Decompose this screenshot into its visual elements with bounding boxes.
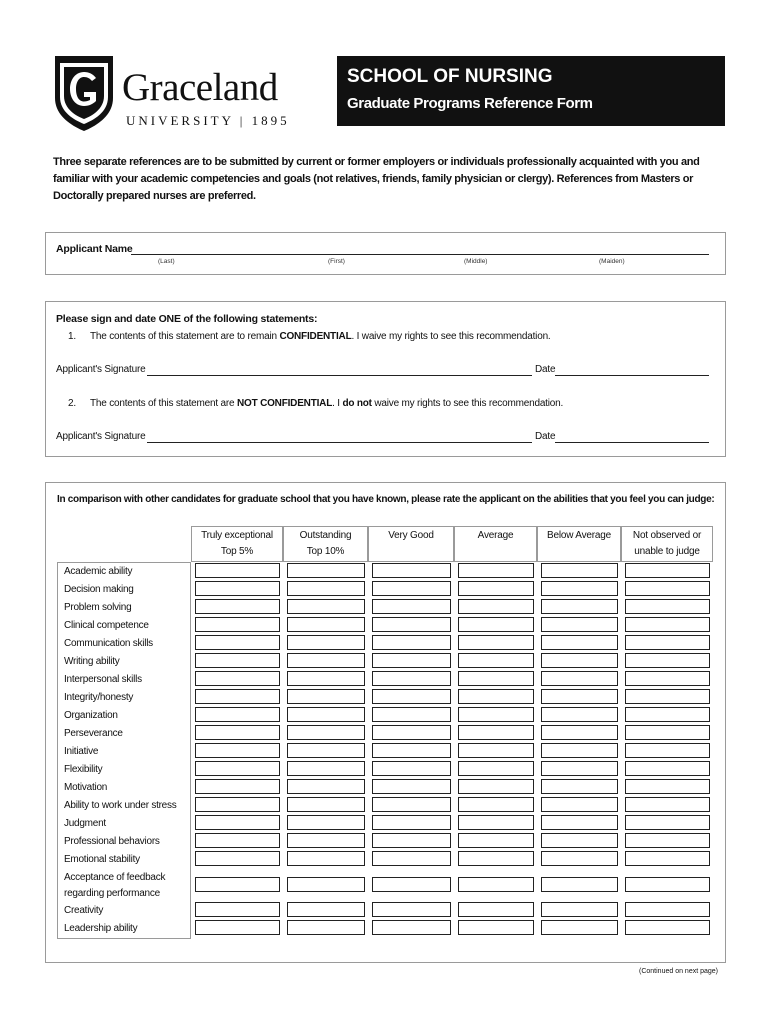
rating-checkbox-truly-exceptional[interactable] xyxy=(195,815,280,830)
column-header-line2: Top 5% xyxy=(220,546,254,557)
rating-checkbox-truly-exceptional[interactable] xyxy=(195,689,280,704)
applicant-name-label: Applicant Name xyxy=(56,243,133,255)
rating-checkbox-outstanding[interactable] xyxy=(287,563,365,578)
rating-checkbox-very-good[interactable] xyxy=(372,779,451,794)
rating-checkbox-very-good[interactable] xyxy=(372,635,451,650)
rating-checkbox-not-observed[interactable] xyxy=(625,797,710,812)
rating-checkbox-outstanding[interactable] xyxy=(287,599,365,614)
row-label xyxy=(64,744,98,760)
row-label-line1: Perseverance xyxy=(64,728,123,739)
row-label-line1: Decision making xyxy=(64,584,134,595)
signature-2-line[interactable] xyxy=(147,442,532,443)
rating-checkbox-below-average[interactable] xyxy=(541,797,618,812)
row-label-line1: Motivation xyxy=(64,782,108,793)
rating-checkbox-truly-exceptional[interactable] xyxy=(195,761,280,776)
rating-checkbox-average[interactable] xyxy=(458,877,534,892)
column-header-line2: unable to judge xyxy=(634,546,700,557)
row-label xyxy=(64,903,103,919)
rating-checkbox-very-good[interactable] xyxy=(372,581,451,596)
rating-checkbox-outstanding[interactable] xyxy=(287,902,365,917)
name-part-middle: (Middle) xyxy=(464,258,488,265)
rating-checkbox-very-good[interactable] xyxy=(372,653,451,668)
rating-checkbox-below-average[interactable] xyxy=(541,902,618,917)
rating-checkbox-average[interactable] xyxy=(458,725,534,740)
rating-checkbox-outstanding[interactable] xyxy=(287,833,365,848)
signature-1-line[interactable] xyxy=(147,375,532,376)
intro-paragraph: Three separate references are to be submitted by current or former employers or individuals professionally acquainted with you and familiar with your academic competencies and goals (not relatives, friends, family physician or clergy). References from Masters or Doctorally prepared nurses are preferred. xyxy=(53,156,700,202)
rating-checkbox-not-observed[interactable] xyxy=(625,743,710,758)
row-label-line1: Leadership ability xyxy=(64,923,138,934)
rating-checkbox-outstanding[interactable] xyxy=(287,761,365,776)
rating-checkbox-very-good[interactable] xyxy=(372,689,451,704)
rating-checkbox-truly-exceptional[interactable] xyxy=(195,635,280,650)
continued-note: (Continued on next page) xyxy=(639,968,718,975)
column-header-average xyxy=(454,526,537,562)
row-label xyxy=(64,798,177,814)
name-part-first: (First) xyxy=(328,258,345,265)
rating-checkbox-outstanding[interactable] xyxy=(287,653,365,668)
row-label-line1: Acceptance of feedback xyxy=(64,872,166,883)
column-header-not-observed xyxy=(621,526,713,562)
row-label xyxy=(64,762,102,778)
applicant-name-line[interactable] xyxy=(131,254,709,255)
rating-checkbox-very-good[interactable] xyxy=(372,725,451,740)
rating-checkbox-below-average[interactable] xyxy=(541,743,618,758)
rating-checkbox-average[interactable] xyxy=(458,581,534,596)
rating-checkbox-very-good[interactable] xyxy=(372,920,451,935)
rating-checkbox-below-average[interactable] xyxy=(541,635,618,650)
rating-checkbox-not-observed[interactable] xyxy=(625,707,710,722)
row-label xyxy=(64,834,160,850)
rating-checkbox-not-observed[interactable] xyxy=(625,581,710,596)
rating-checkbox-not-observed[interactable] xyxy=(625,877,710,892)
rating-checkbox-average[interactable] xyxy=(458,563,534,578)
rating-checkbox-very-good[interactable] xyxy=(372,833,451,848)
rating-checkbox-outstanding[interactable] xyxy=(287,707,365,722)
row-label-line1: Creativity xyxy=(64,905,104,916)
rating-checkbox-not-observed[interactable] xyxy=(625,779,710,794)
row-label xyxy=(64,564,132,580)
page-title: SCHOOL OF NURSING xyxy=(347,66,553,87)
rating-checkbox-below-average[interactable] xyxy=(541,653,618,668)
rating-checkbox-outstanding[interactable] xyxy=(287,797,365,812)
column-header-truly-exceptional xyxy=(191,526,283,562)
rating-checkbox-very-good[interactable] xyxy=(372,851,451,866)
rating-checkbox-below-average[interactable] xyxy=(541,707,618,722)
column-header-below-average xyxy=(537,526,621,562)
rating-checkbox-truly-exceptional[interactable] xyxy=(195,725,280,740)
rating-checkbox-average[interactable] xyxy=(458,617,534,632)
rating-checkbox-outstanding[interactable] xyxy=(287,920,365,935)
row-label-line1: Clinical competence xyxy=(64,620,149,631)
rating-checkbox-very-good[interactable] xyxy=(372,671,451,686)
rating-checkbox-truly-exceptional[interactable] xyxy=(195,653,280,668)
column-header-line1: Very Good xyxy=(388,530,434,541)
statement-1-text: The contents of this statement are to remain CONFIDENTIAL. I waive my rights to see this recommendation. xyxy=(90,331,551,342)
rating-checkbox-not-observed[interactable] xyxy=(625,599,710,614)
rating-checkbox-truly-exceptional[interactable] xyxy=(195,599,280,614)
rating-checkbox-truly-exceptional[interactable] xyxy=(195,902,280,917)
rating-checkbox-below-average[interactable] xyxy=(541,599,618,614)
rating-checkbox-truly-exceptional[interactable] xyxy=(195,707,280,722)
row-label xyxy=(64,636,153,652)
name-part-last: (Last) xyxy=(158,258,175,265)
row-label xyxy=(64,672,142,688)
rating-checkbox-truly-exceptional[interactable] xyxy=(195,851,280,866)
page-subtitle: Graduate Programs Reference Form xyxy=(347,95,593,112)
date-2-label: Date xyxy=(535,431,556,442)
rating-checkbox-truly-exceptional[interactable] xyxy=(195,877,280,892)
row-label-line1: Judgment xyxy=(64,818,106,829)
row-label xyxy=(64,708,118,724)
rating-checkbox-not-observed[interactable] xyxy=(625,671,710,686)
rating-checkbox-below-average[interactable] xyxy=(541,815,618,830)
rating-checkbox-truly-exceptional[interactable] xyxy=(195,581,280,596)
row-label xyxy=(64,654,120,670)
rating-checkbox-very-good[interactable] xyxy=(372,599,451,614)
rating-checkbox-average[interactable] xyxy=(458,851,534,866)
row-label-line1: Writing ability xyxy=(64,656,120,667)
rating-checkbox-not-observed[interactable] xyxy=(625,761,710,776)
row-label-line1: Communication skills xyxy=(64,638,153,649)
rating-checkbox-outstanding[interactable] xyxy=(287,581,365,596)
brand-subtitle: UNIVERSITY | 1895 xyxy=(126,113,290,128)
rating-checkbox-not-observed[interactable] xyxy=(625,689,710,704)
rating-checkbox-not-observed[interactable] xyxy=(625,920,710,935)
row-label-line1: Initiative xyxy=(64,746,99,757)
rating-checkbox-truly-exceptional[interactable] xyxy=(195,920,280,935)
rating-checkbox-not-observed[interactable] xyxy=(625,902,710,917)
column-header-line1: Not observed or xyxy=(632,530,702,541)
rating-checkbox-outstanding[interactable] xyxy=(287,725,365,740)
rating-checkbox-not-observed[interactable] xyxy=(625,635,710,650)
rating-checkbox-below-average[interactable] xyxy=(541,671,618,686)
row-label-line1: Flexibility xyxy=(64,764,103,775)
rating-checkbox-average[interactable] xyxy=(458,902,534,917)
rating-checkbox-outstanding[interactable] xyxy=(287,779,365,794)
rating-checkbox-outstanding[interactable] xyxy=(287,671,365,686)
header-banner xyxy=(337,56,725,126)
row-label xyxy=(64,816,106,832)
rating-checkbox-below-average[interactable] xyxy=(541,833,618,848)
rating-checkbox-very-good[interactable] xyxy=(372,797,451,812)
rating-prompt: In comparison with other candidates for graduate school that you have known, please rate the applicant on the abilities that you feel you can judge: xyxy=(57,494,715,505)
row-label xyxy=(64,870,165,902)
row-label xyxy=(64,780,107,796)
rating-checkbox-average[interactable] xyxy=(458,815,534,830)
name-part-maiden: (Maiden) xyxy=(599,258,625,265)
rating-checkbox-average[interactable] xyxy=(458,707,534,722)
rating-checkbox-below-average[interactable] xyxy=(541,779,618,794)
rating-checkbox-average[interactable] xyxy=(458,671,534,686)
row-label xyxy=(64,726,123,742)
rating-checkbox-below-average[interactable] xyxy=(541,563,618,578)
row-label xyxy=(64,618,149,634)
rating-checkbox-outstanding[interactable] xyxy=(287,617,365,632)
rating-checkbox-outstanding[interactable] xyxy=(287,851,365,866)
shield-icon xyxy=(52,54,116,132)
rating-checkbox-outstanding[interactable] xyxy=(287,743,365,758)
rating-checkbox-outstanding[interactable] xyxy=(287,689,365,704)
column-header-line1: Below Average xyxy=(547,530,611,541)
rating-checkbox-truly-exceptional[interactable] xyxy=(195,797,280,812)
rating-checkbox-outstanding[interactable] xyxy=(287,815,365,830)
row-label xyxy=(64,582,134,598)
signature-1-label: Applicant's Signature xyxy=(56,364,146,375)
brand-name: Graceland xyxy=(122,66,278,109)
date-1-line[interactable] xyxy=(555,375,709,376)
row-label-line1: Professional behaviors xyxy=(64,836,160,847)
rating-checkbox-not-observed[interactable] xyxy=(625,617,710,632)
row-label-line2: regarding performance xyxy=(64,888,160,899)
rating-checkbox-truly-exceptional[interactable] xyxy=(195,617,280,632)
rating-checkbox-below-average[interactable] xyxy=(541,581,618,596)
rating-checkbox-not-observed[interactable] xyxy=(625,851,710,866)
rating-checkbox-average[interactable] xyxy=(458,689,534,704)
rating-checkbox-truly-exceptional[interactable] xyxy=(195,833,280,848)
rating-checkbox-average[interactable] xyxy=(458,653,534,668)
rating-checkbox-average[interactable] xyxy=(458,920,534,935)
rating-checkbox-below-average[interactable] xyxy=(541,689,618,704)
rating-checkbox-very-good[interactable] xyxy=(372,877,451,892)
rating-checkbox-below-average[interactable] xyxy=(541,877,618,892)
row-label xyxy=(64,690,133,706)
rating-checkbox-average[interactable] xyxy=(458,635,534,650)
column-header-line1: Outstanding xyxy=(299,530,352,541)
date-1-label: Date xyxy=(535,364,556,375)
rating-checkbox-average[interactable] xyxy=(458,797,534,812)
rating-checkbox-average[interactable] xyxy=(458,743,534,758)
rating-checkbox-below-average[interactable] xyxy=(541,920,618,935)
row-label-line1: Academic ability xyxy=(64,566,133,577)
rating-checkbox-very-good[interactable] xyxy=(372,815,451,830)
row-label xyxy=(64,921,137,937)
rating-checkbox-not-observed[interactable] xyxy=(625,815,710,830)
rating-checkbox-outstanding[interactable] xyxy=(287,635,365,650)
rating-checkbox-truly-exceptional[interactable] xyxy=(195,743,280,758)
rating-checkbox-below-average[interactable] xyxy=(541,617,618,632)
row-label-line1: Emotional stability xyxy=(64,854,140,865)
rating-checkbox-very-good[interactable] xyxy=(372,902,451,917)
column-header-line1: Truly exceptional xyxy=(201,530,273,541)
signature-2-label: Applicant's Signature xyxy=(56,431,146,442)
signature-heading: Please sign and date ONE of the following statements: xyxy=(56,313,318,325)
rating-checkbox-very-good[interactable] xyxy=(372,563,451,578)
rating-checkbox-outstanding[interactable] xyxy=(287,877,365,892)
row-label xyxy=(64,600,131,616)
statement-1-number: 1. xyxy=(68,331,76,342)
row-label-line1: Integrity/honesty xyxy=(64,692,134,703)
rating-checkbox-very-good[interactable] xyxy=(372,707,451,722)
row-label-line1: Interpersonal skills xyxy=(64,674,142,685)
rating-row-labels xyxy=(57,562,191,939)
column-header-outstanding xyxy=(283,526,368,562)
row-label xyxy=(64,852,140,868)
row-label-line1: Problem solving xyxy=(64,602,132,613)
rating-checkbox-very-good[interactable] xyxy=(372,617,451,632)
column-header-very-good xyxy=(368,526,454,562)
rating-checkbox-average[interactable] xyxy=(458,599,534,614)
statement-2-number: 2. xyxy=(68,398,76,409)
row-label-line1: Ability to work under stress xyxy=(64,800,177,811)
rating-checkbox-average[interactable] xyxy=(458,779,534,794)
rating-checkbox-very-good[interactable] xyxy=(372,761,451,776)
rating-checkbox-truly-exceptional[interactable] xyxy=(195,779,280,794)
column-header-line2: Top 10% xyxy=(306,546,345,557)
rating-checkbox-not-observed[interactable] xyxy=(625,725,710,740)
rating-checkbox-below-average[interactable] xyxy=(541,761,618,776)
rating-checkbox-below-average[interactable] xyxy=(541,725,618,740)
rating-checkbox-not-observed[interactable] xyxy=(625,833,710,848)
rating-checkbox-average[interactable] xyxy=(458,833,534,848)
rating-checkbox-truly-exceptional[interactable] xyxy=(195,563,280,578)
date-2-line[interactable] xyxy=(555,442,709,443)
rating-checkbox-truly-exceptional[interactable] xyxy=(195,671,280,686)
rating-checkbox-not-observed[interactable] xyxy=(625,653,710,668)
column-header-line1: Average xyxy=(477,530,514,541)
rating-checkbox-not-observed[interactable] xyxy=(625,563,710,578)
rating-checkbox-very-good[interactable] xyxy=(372,743,451,758)
row-label-line1: Organization xyxy=(64,710,118,721)
statement-2-text: The contents of this statement are NOT CONFIDENTIAL. I do not waive my rights to see this recommendation. xyxy=(90,398,564,409)
rating-checkbox-below-average[interactable] xyxy=(541,851,618,866)
rating-checkbox-average[interactable] xyxy=(458,761,534,776)
